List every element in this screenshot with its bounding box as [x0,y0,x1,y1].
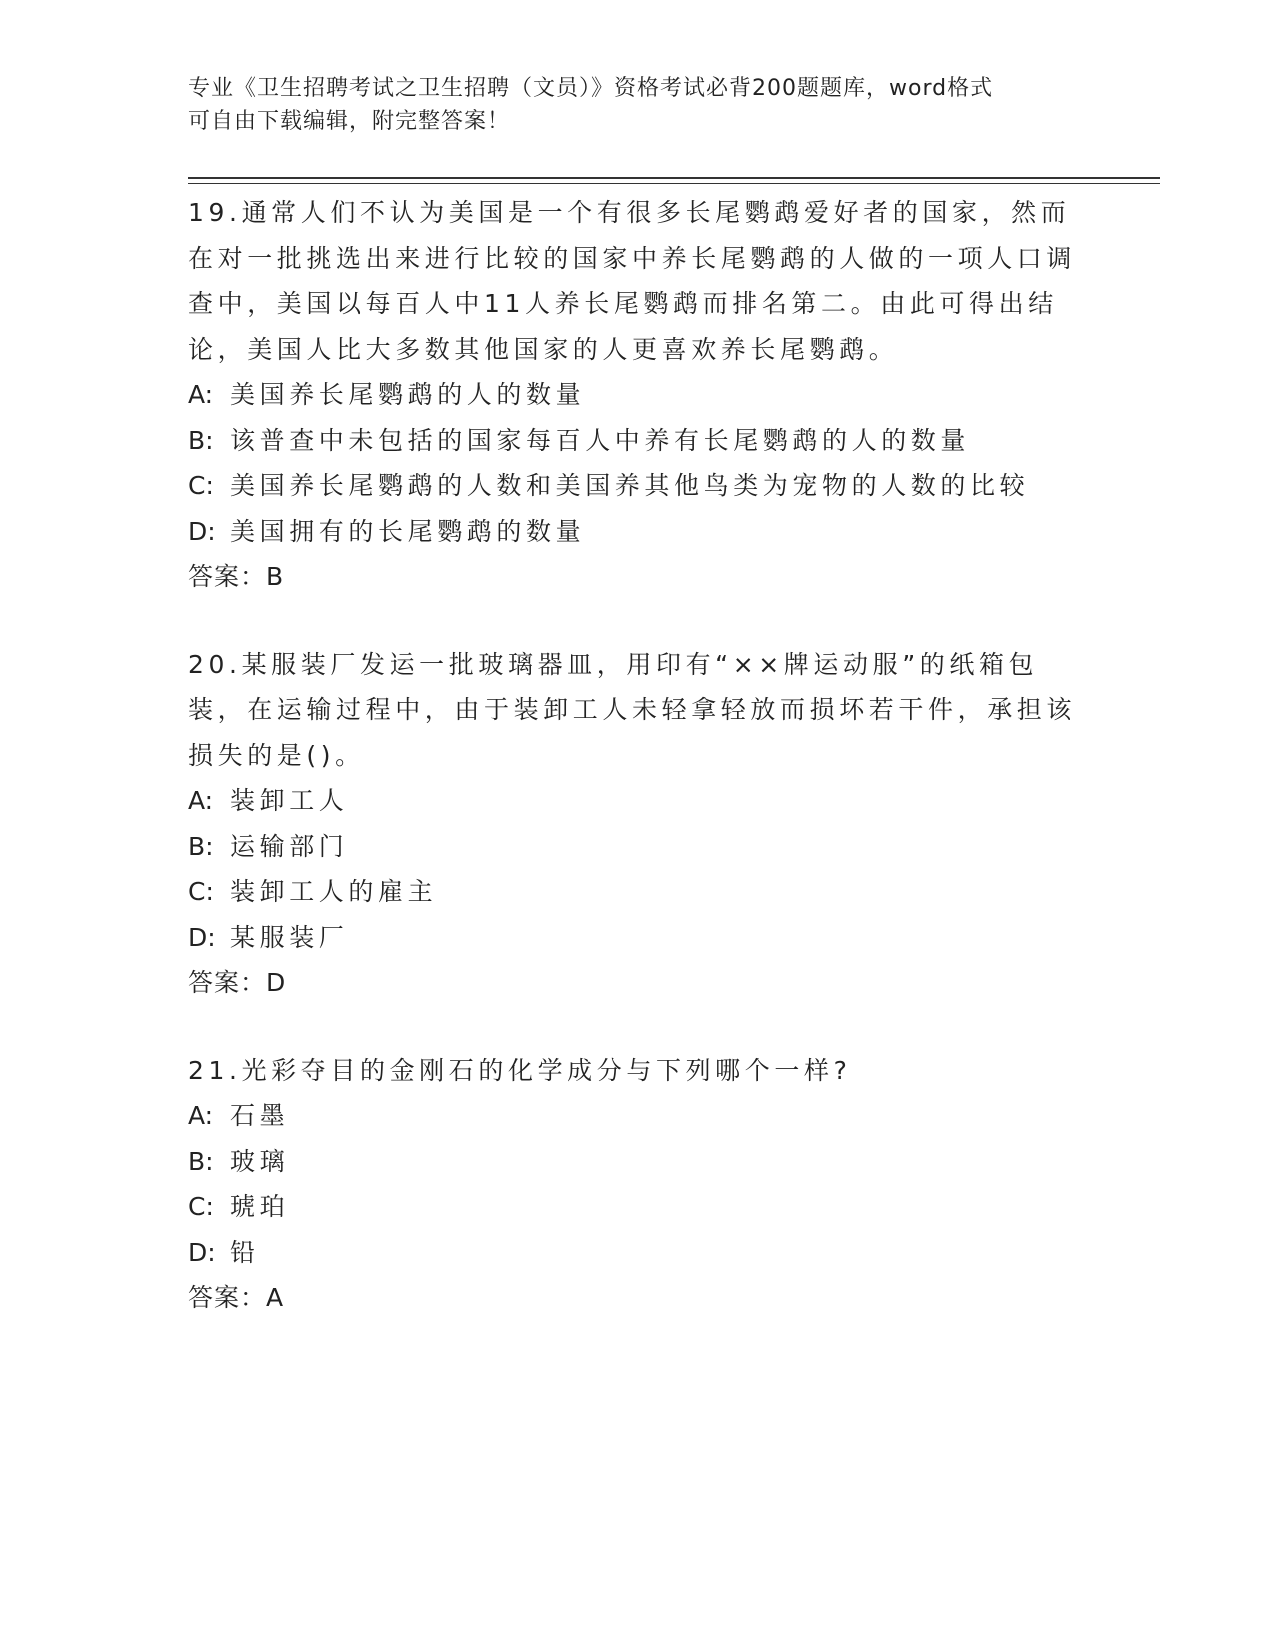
answer-line: 答案：D [188,968,287,997]
option-label: B: [188,425,214,455]
option-a [188,1093,1088,1139]
header-divider-thin [188,183,1160,184]
answer-line: 答案：B [188,562,285,591]
question-19 [188,190,1088,600]
question-number: 20. [188,649,242,679]
option-d [188,915,1088,961]
question-20 [188,642,1088,1006]
option-label: D: [188,516,216,546]
option-text: 玻璃 [230,1146,290,1176]
option-b [188,1139,1088,1185]
question-body: 通常人们不认为美国是一个有很多长尾鹦鹉爱好者的国家，然而在对一批挑选出来进行比较的国家中养长尾鹦鹉的人做的一项人口调查中，美国以每百人中11人养长尾鹦鹉而排名第二。由此可得出结论，美国人比大多数其他国家的人更喜欢养长尾鹦鹉。 [188,198,1077,364]
option-b [188,824,1088,870]
option-d [188,1230,1088,1276]
question-body: 光彩夺目的金刚石的化学成分与下列哪个一样? [241,1055,852,1085]
option-text: 铅 [230,1237,260,1267]
answer-line: 答案：A [188,1283,285,1312]
option-d [188,509,1088,555]
option-label: D: [188,1237,216,1267]
option-text: 装卸工人的雇主 [230,877,438,906]
option-label: A: [188,1101,214,1130]
option-label: C: [188,877,214,906]
option-text: 装卸工人 [230,786,349,815]
option-text: 某服装厂 [230,922,349,952]
option-text: 美国养长尾鹦鹉的人数和美国养其他鸟类为宠物的人数的比较 [230,471,1030,500]
option-text: 运输部门 [230,831,349,861]
question-number: 21. [188,1055,242,1085]
document-header [188,72,1088,138]
option-label: A: [188,786,214,815]
option-text: 美国养长尾鹦鹉的人的数量 [230,380,586,409]
header-line-2: 可自由下载编辑，附完整答案！ [188,109,511,134]
option-label: D: [188,922,216,952]
question-body: 某服装厂发运一批玻璃器皿，用印有“××牌运动服”的纸箱包装，在运输过程中，由于装卸工人未轻拿轻放而损坏若干件，承担该损失的是()。 [188,649,1077,770]
question-text [188,1048,1088,1094]
option-c [188,869,1088,915]
option-label: B: [188,1146,214,1176]
option-label: C: [188,471,214,500]
question-text [188,190,1088,372]
option-text: 美国拥有的长尾鹦鹉的数量 [230,516,586,546]
question-number: 19. [188,198,242,227]
option-label: C: [188,1192,214,1221]
option-a [188,372,1088,418]
option-b [188,418,1088,464]
option-label: B: [188,831,214,861]
header-divider-thick [188,177,1160,179]
option-text: 石墨 [230,1101,290,1130]
option-label: A: [188,380,214,409]
option-c [188,1184,1088,1230]
option-text: 该普查中未包括的国家每百人中养有长尾鹦鹉的人的数量 [230,425,971,455]
header-line-1: 专业《卫生招聘考试之卫生招聘（文员）》资格考试必背200题题库，word格式 [188,76,994,101]
question-21 [188,1048,1088,1321]
option-text: 琥珀 [230,1192,290,1221]
option-a [188,778,1088,824]
question-list [188,190,1088,1363]
option-c [188,463,1088,509]
question-text [188,642,1088,779]
